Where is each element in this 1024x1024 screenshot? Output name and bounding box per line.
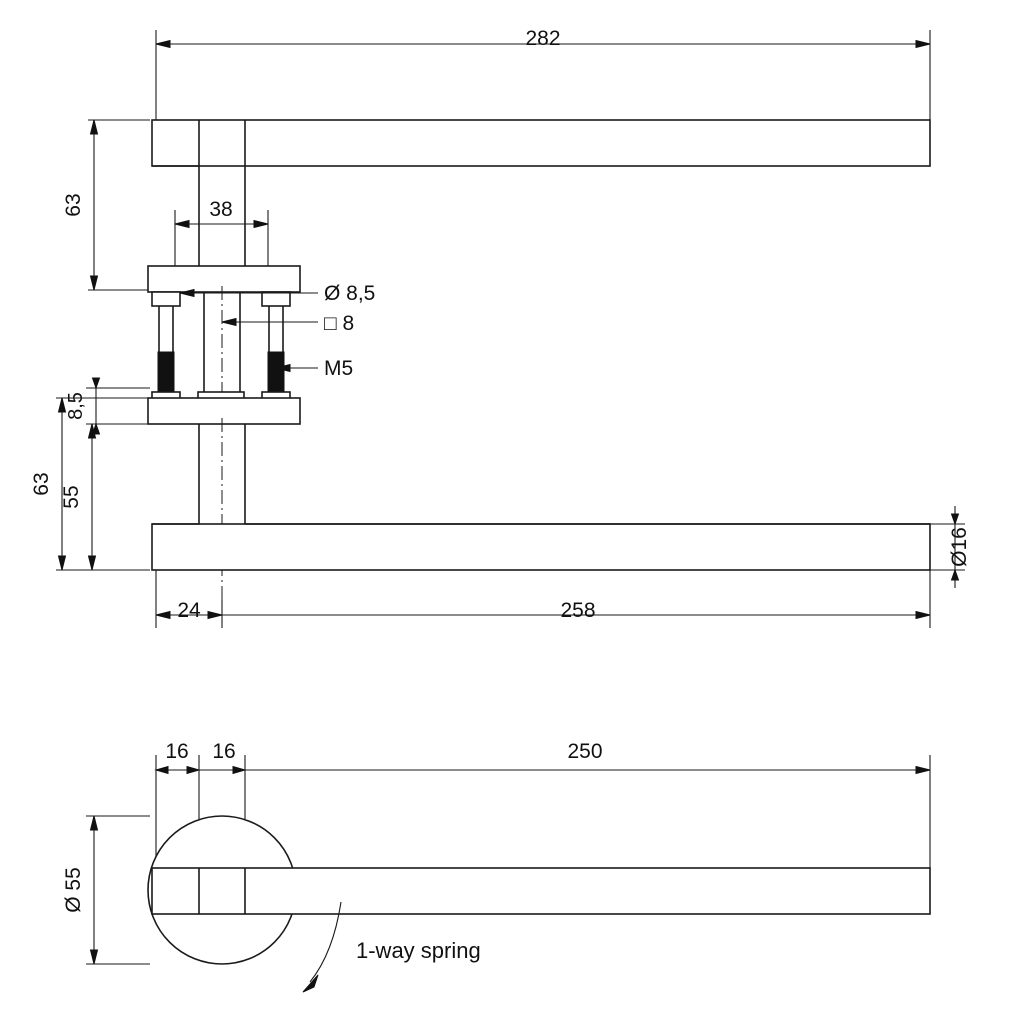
label-rose-edge-24: 24	[177, 599, 201, 622]
label-rose-diameter: Ø 55	[62, 867, 85, 913]
label-top-length-250: 250	[567, 740, 603, 763]
label-spring-note: 1-way spring	[356, 938, 481, 963]
label-upper-offset-63: 63	[62, 193, 85, 217]
label-rose-width-38: 38	[209, 198, 233, 221]
label-hole-diameter: Ø 8,5	[324, 282, 376, 305]
label-lower-offset-63: 63	[30, 472, 53, 496]
label-square-spindle: □ 8	[324, 312, 355, 335]
label-rose-thickness: 8,5	[65, 392, 87, 420]
label-thread-m5: M5	[324, 357, 354, 380]
label-lower-offset-55: 55	[60, 485, 83, 509]
label-top-16-a: 16	[165, 740, 189, 763]
label-lever-diameter: Ø16	[948, 527, 971, 567]
label-lever-length-258: 258	[560, 599, 596, 622]
label-top-16-b: 16	[212, 740, 236, 763]
label-overall-length: 282	[525, 27, 561, 50]
